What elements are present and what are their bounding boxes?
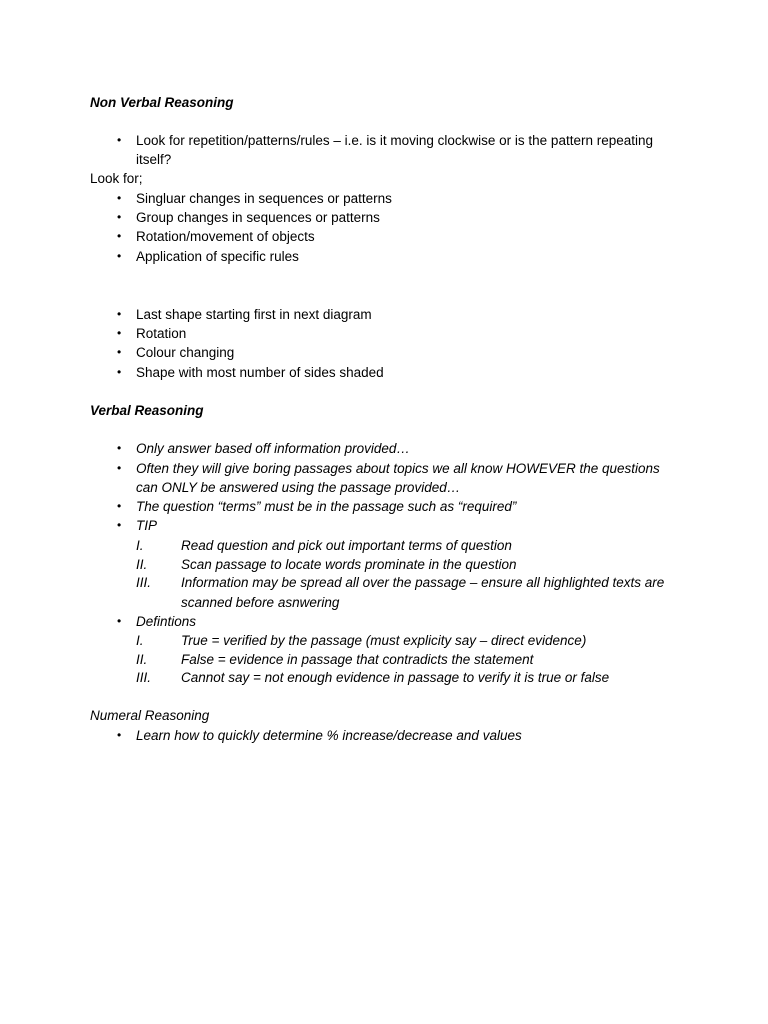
- heading-numeral-reasoning: Numeral Reasoning: [90, 708, 210, 723]
- roman-numeral: II.: [136, 557, 148, 572]
- list-item: Shape with most number of sides shaded: [136, 365, 384, 380]
- list-item: Group changes in sequences or patterns: [136, 210, 380, 225]
- heading-non-verbal-reasoning: Non Verbal Reasoning: [90, 95, 234, 110]
- roman-numeral: I.: [136, 538, 144, 553]
- tip-item-continuation: scanned before asnwering: [181, 595, 340, 610]
- bullet-icon: •: [117, 249, 122, 263]
- definition-item: True = verified by the passage (must explicity say – direct evidence): [181, 633, 587, 648]
- tip-item: Read question and pick out important terms of question: [181, 538, 512, 553]
- list-item: Last shape starting first in next diagram: [136, 307, 372, 322]
- list-item: Often they will give boring passages about topics we all know HOWEVER the questions: [136, 461, 660, 476]
- list-item-continuation: can ONLY be answered using the passage provided…: [136, 480, 461, 495]
- heading-verbal-reasoning: Verbal Reasoning: [90, 403, 204, 418]
- bullet-icon: •: [117, 191, 122, 205]
- bullet-icon: •: [117, 461, 122, 475]
- list-item: Only answer based off information provided…: [136, 441, 410, 456]
- bullet-icon: •: [117, 365, 122, 379]
- definition-item: False = evidence in passage that contradicts the statement: [181, 652, 534, 667]
- list-item: Learn how to quickly determine % increase/decrease and values: [136, 728, 522, 743]
- list-item-definitions: Defintions: [136, 614, 197, 629]
- list-item: Look for repetition/patterns/rules – i.e. is it moving clockwise or is the pattern repeating: [136, 133, 654, 148]
- list-item: Rotation: [136, 326, 187, 341]
- bullet-icon: •: [117, 728, 122, 742]
- bullet-icon: •: [117, 133, 122, 147]
- bullet-icon: •: [117, 441, 122, 455]
- bullet-icon: •: [117, 210, 122, 224]
- roman-numeral: I.: [136, 633, 144, 648]
- list-item: Application of specific rules: [136, 249, 299, 264]
- list-item-tip: TIP: [136, 518, 158, 533]
- list-item: Singluar changes in sequences or patterns: [136, 191, 392, 206]
- roman-numeral: II.: [136, 652, 148, 667]
- bullet-icon: •: [117, 499, 122, 513]
- list-item: The question “terms” must be in the passage such as “required”: [136, 499, 517, 514]
- list-item-continuation: itself?: [136, 152, 172, 167]
- bullet-icon: •: [117, 614, 122, 628]
- look-for-label: Look for;: [90, 171, 143, 186]
- bullet-icon: •: [117, 518, 122, 532]
- roman-numeral: III.: [136, 575, 152, 590]
- bullet-icon: •: [117, 229, 122, 243]
- roman-numeral: III.: [136, 670, 152, 685]
- definition-item: Cannot say = not enough evidence in passage to verify it is true or false: [181, 670, 610, 685]
- list-item: Rotation/movement of objects: [136, 229, 315, 244]
- bullet-icon: •: [117, 326, 122, 340]
- list-item: Colour changing: [136, 345, 235, 360]
- tip-item: Scan passage to locate words prominate in the question: [181, 557, 517, 572]
- bullet-icon: •: [117, 307, 122, 321]
- tip-item: Information may be spread all over the passage – ensure all highlighted texts are: [181, 575, 665, 590]
- bullet-icon: •: [117, 345, 122, 359]
